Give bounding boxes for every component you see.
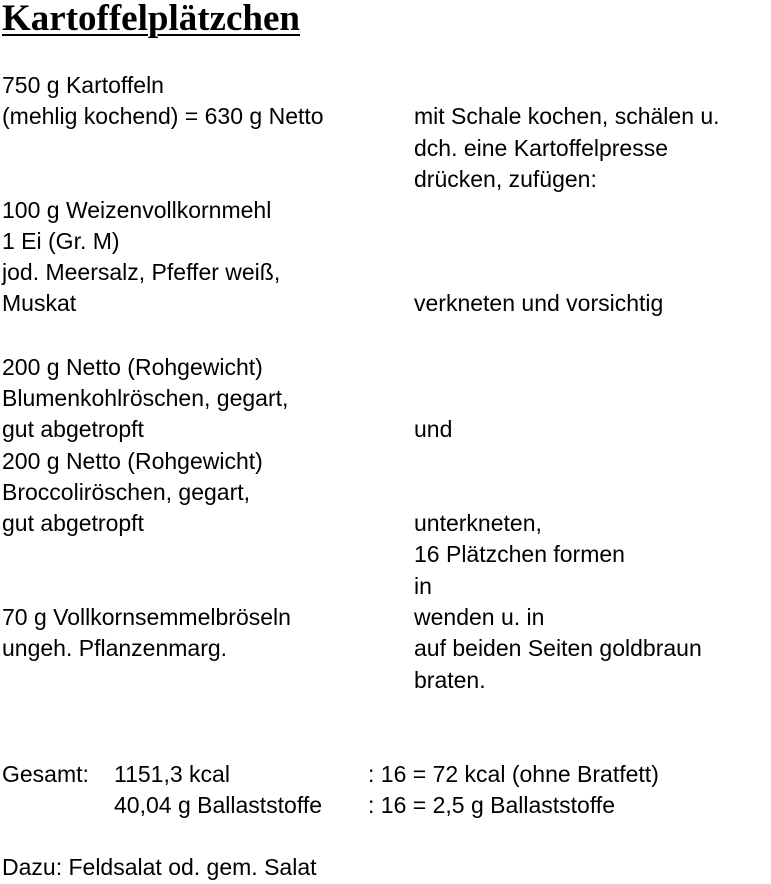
instruction-line: drücken, zufügen:: [414, 166, 597, 192]
instruction-line: 16 Plätzchen formen: [414, 541, 625, 567]
fiber-per-portion: : 16 = 2,5 g Ballaststoffe: [368, 792, 615, 818]
ingredient-line: 200 g Netto (Rohgewicht): [2, 448, 263, 474]
ingredient-line: 750 g Kartoffeln: [2, 72, 164, 98]
kcal-per-portion: : 16 = 72 kcal (ohne Bratfett): [368, 761, 659, 787]
ingredient-line: 100 g Weizenvollkornmehl: [2, 197, 272, 223]
instruction-line: unterkneten,: [414, 510, 542, 536]
instruction-line: auf beiden Seiten goldbraun: [414, 635, 702, 661]
ingredient-line: gut abgetropft: [2, 510, 144, 536]
nutrition-label: Gesamt:: [2, 761, 89, 787]
ingredient-line: Muskat: [2, 290, 77, 316]
ingredient-line: 200 g Netto (Rohgewicht): [2, 354, 263, 380]
ingredient-line: Broccoliröschen, gegart,: [2, 479, 251, 505]
ingredient-line: (mehlig kochend) = 630 g Netto: [2, 103, 324, 129]
ingredient-line: ungeh. Pflanzenmarg.: [2, 635, 228, 661]
instruction-line: mit Schale kochen, schälen u.: [414, 103, 720, 129]
instruction-line: braten.: [414, 667, 486, 693]
instruction-line: und: [414, 416, 453, 442]
kcal-total: 1151,3 kcal: [114, 761, 230, 787]
recipe-title: Kartoffelplätzchen: [2, 0, 300, 39]
ingredient-line: 70 g Vollkornsemmelbröseln: [2, 604, 291, 630]
fiber-total: 40,04 g Ballaststoffe: [114, 792, 322, 818]
instruction-line: wenden u. in: [414, 604, 545, 630]
ingredient-line: Blumenkohlröschen, gegart,: [2, 385, 289, 411]
instruction-line: verkneten und vorsichtig: [414, 290, 664, 316]
ingredient-line: jod. Meersalz, Pfeffer weiß,: [2, 259, 281, 285]
ingredient-line: gut abgetropft: [2, 416, 144, 442]
instruction-line: dch. eine Kartoffelpresse: [414, 135, 669, 161]
ingredient-line: 1 Ei (Gr. M): [2, 228, 120, 254]
instruction-line: in: [414, 573, 432, 599]
serving-suggestion: Dazu: Feldsalat od. gem. Salat: [2, 854, 317, 880]
